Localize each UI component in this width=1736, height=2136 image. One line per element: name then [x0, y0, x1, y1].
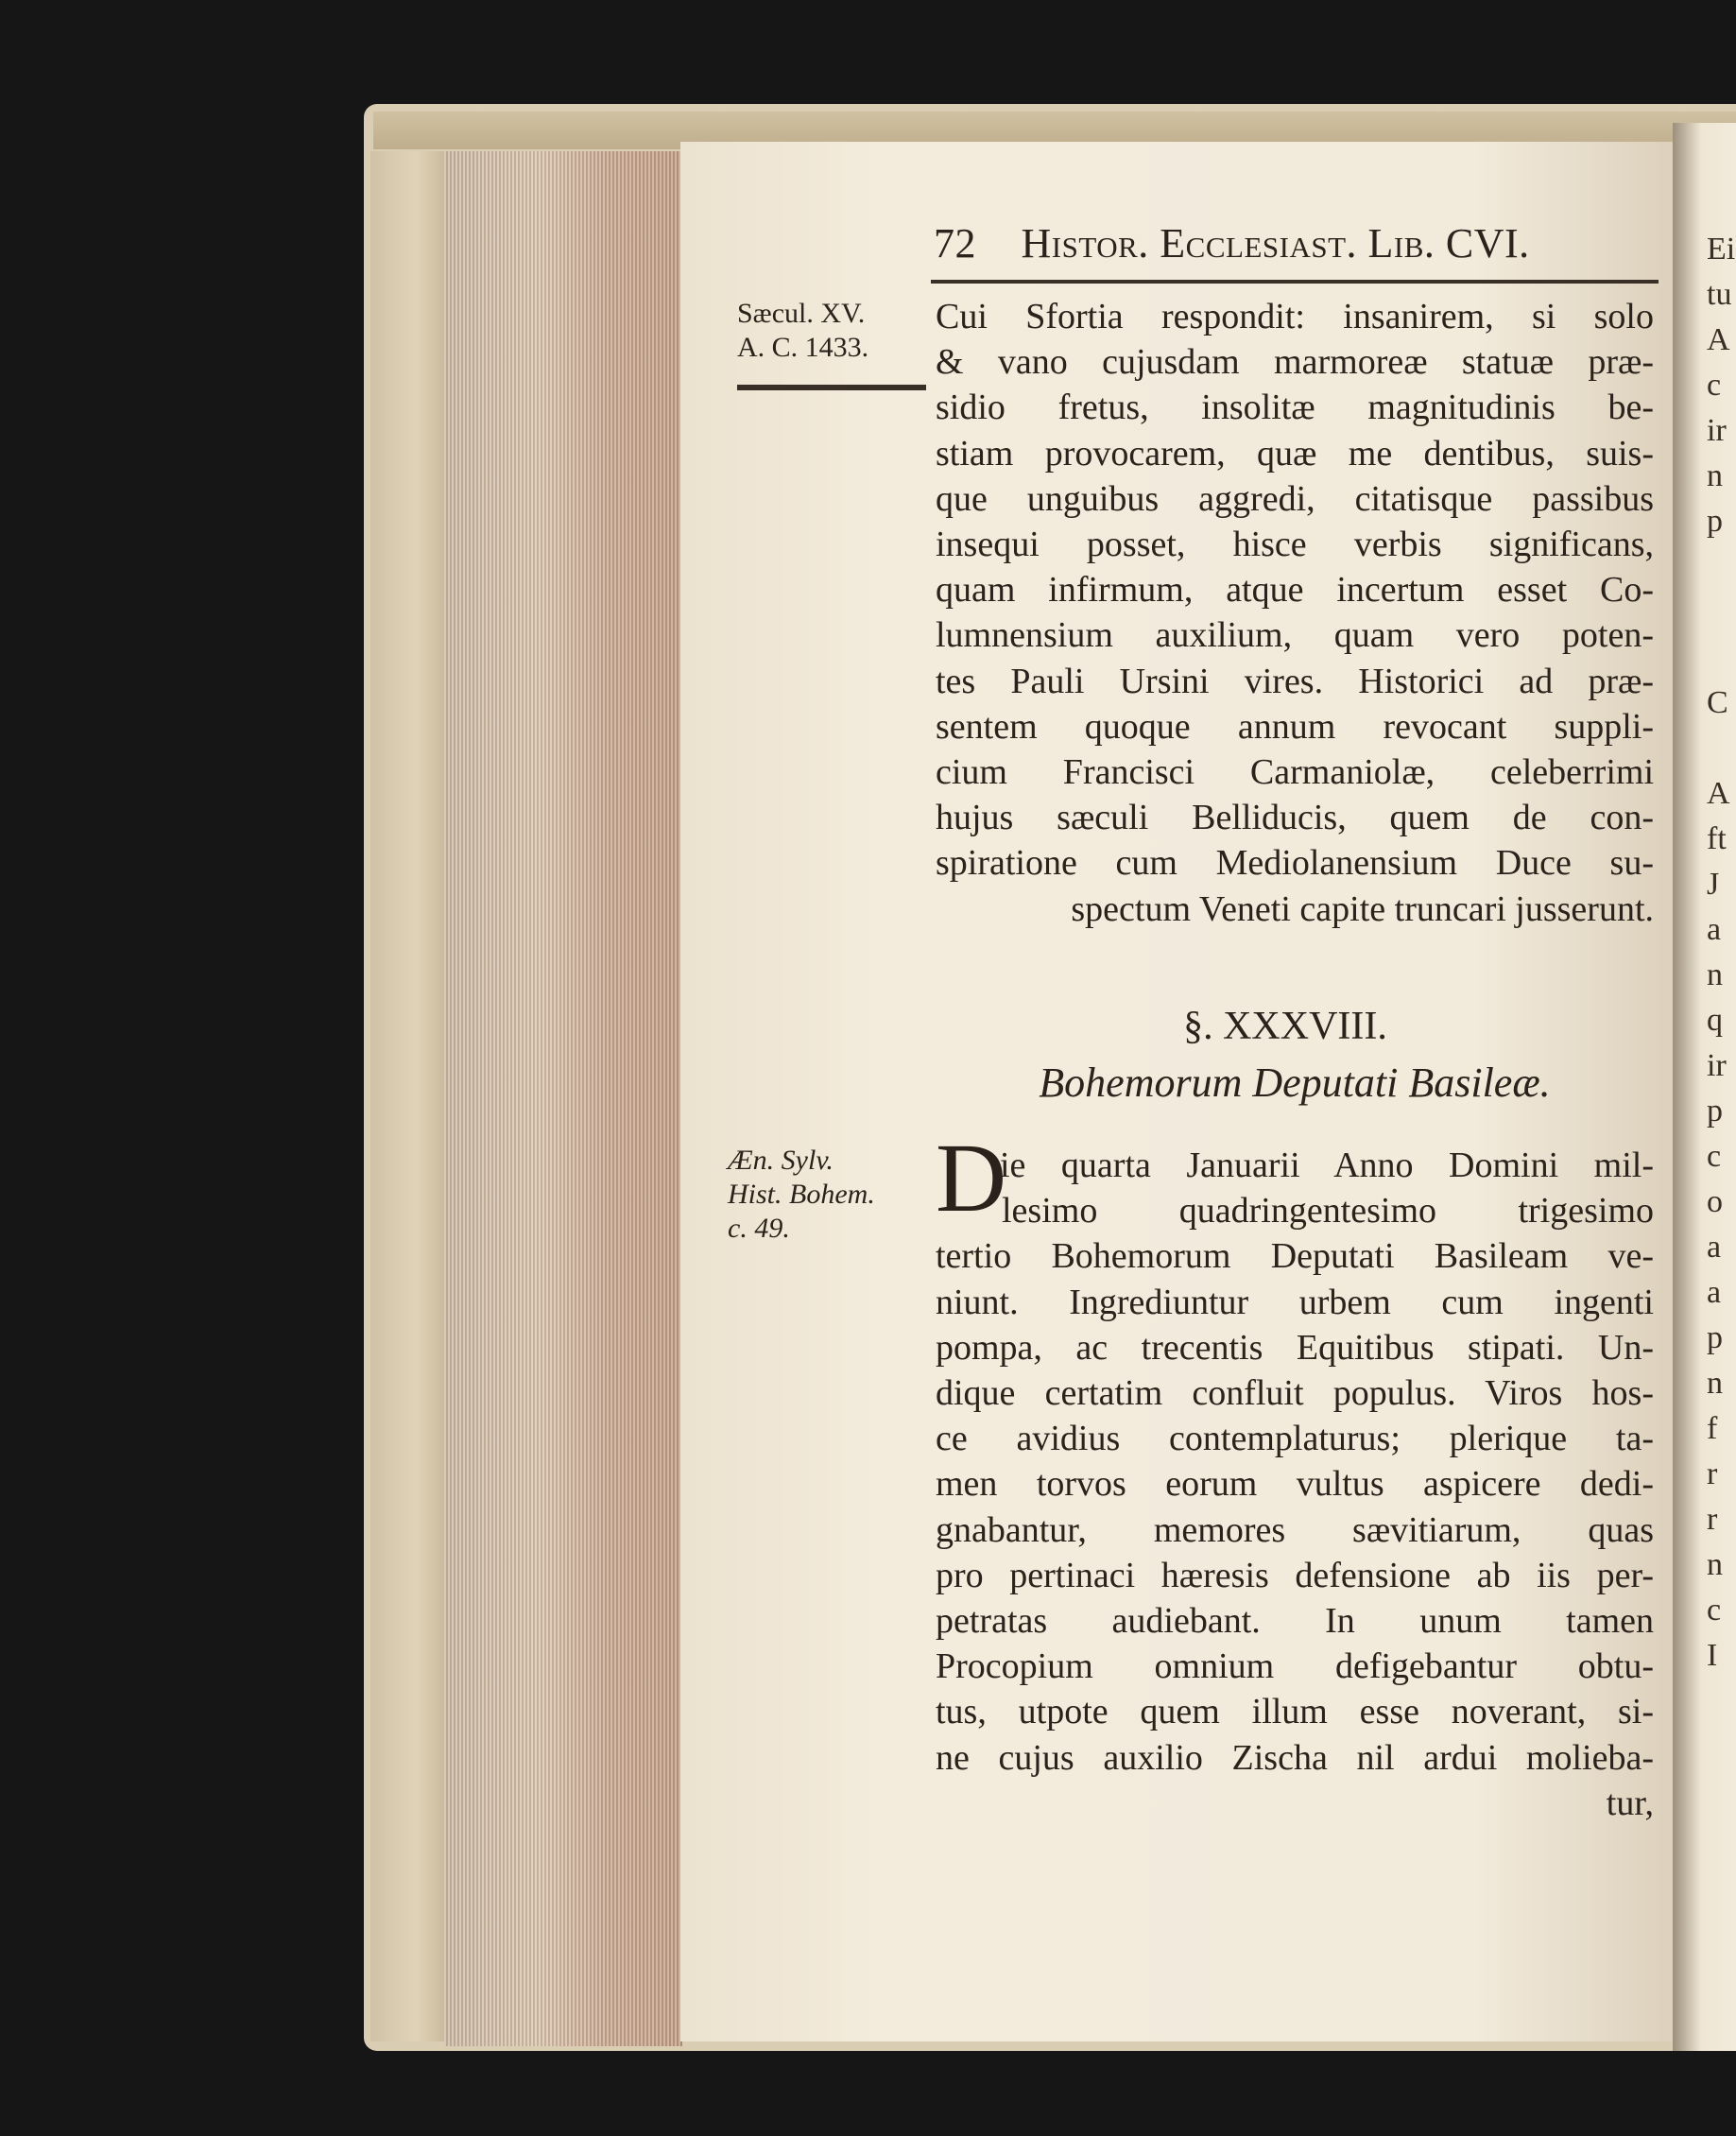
next-page-letter: p [1707, 1320, 1723, 1355]
next-page-letter: n [1707, 1547, 1723, 1582]
text-line: spectum Veneti capite truncari jusserunt. [1071, 888, 1654, 929]
drop-cap: D [936, 1124, 1007, 1232]
next-page-letter: n [1707, 957, 1723, 992]
next-page-letter: p [1707, 1094, 1723, 1128]
next-page-letter: tu [1707, 277, 1732, 312]
head-rule [931, 280, 1659, 284]
margin-note-line: A. C. 1433. [737, 332, 869, 363]
margin-note-line: Hist. Bohem. [728, 1179, 875, 1210]
next-page-letter: A [1707, 322, 1730, 357]
text-line: & vano cujusdam marmoreæ statuæ præ- [936, 342, 1654, 383]
text-line: hujus sæculi Belliducis, quem de con- [936, 798, 1654, 838]
next-page-letter: r [1707, 1502, 1718, 1537]
next-page-letter: A [1707, 776, 1730, 811]
text-line: stiam provocarem, quæ me dentibus, suis- [936, 433, 1654, 474]
text-line: tus, utpote quem illum esse noverant, si- [936, 1692, 1654, 1732]
next-page-letter: r [1707, 1456, 1718, 1491]
next-page-letter: a [1707, 1230, 1722, 1265]
next-page-letter: I [1707, 1638, 1718, 1673]
margin-note-line: c. 49. [728, 1213, 790, 1244]
next-page-letter: n [1707, 458, 1723, 493]
next-page-letter: J [1707, 867, 1720, 902]
text-line: ne cujus auxilio Zischa nil ardui molieba- [936, 1737, 1654, 1778]
running-head [934, 219, 1652, 268]
next-page-letter: ir [1707, 1048, 1727, 1083]
text-line: ie quarta Januarii Anno Domini mil- [1000, 1146, 1654, 1185]
margin-note-source [728, 1144, 926, 1246]
text-line: cium Francisci Carmaniolæ, celeberrimi [936, 752, 1654, 792]
text-line: quam infirmum, atque incertum esset Co- [936, 570, 1654, 611]
next-page-letter: c [1707, 368, 1722, 403]
text-line: sentem quoque annum revocant suppli- [936, 706, 1654, 747]
running-title: Histor. Ecclesiast. Lib. CVI. [1021, 220, 1530, 267]
section-title: Bohemorum Deputati Basileæ. [1039, 1059, 1551, 1106]
text-line: pompa, ac trecentis Equitibus stipati. Un- [936, 1327, 1654, 1368]
text-line: Procopium omnium defigebantur obtu- [936, 1646, 1654, 1687]
next-page-letter: q [1707, 1003, 1723, 1038]
text-line: lumnensium auxilium, quam vero poten- [936, 615, 1654, 656]
text-line: insequi posset, hisce verbis significans, [936, 525, 1654, 564]
text-line: gnabantur, memores sævitiarum, quas [936, 1509, 1654, 1550]
next-page-letter: Ei [1707, 232, 1736, 267]
text-line: sidio fretus, insolitæ magnitudinis be- [936, 388, 1654, 428]
text-line: petratas audiebant. In unum tamen [936, 1601, 1654, 1641]
text-line: spiratione cum Mediolanensium Duce su- [936, 843, 1654, 884]
next-page-letter: c [1707, 1139, 1722, 1174]
next-page-letter: a [1707, 912, 1722, 947]
section-number: §. XXXVIII. [1183, 1005, 1387, 1048]
text-line: niunt. Ingrediuntur urbem cum ingenti [936, 1282, 1654, 1322]
next-page-letter: n [1707, 1366, 1723, 1401]
next-page-letter: c [1707, 1593, 1722, 1628]
margin-note-century [737, 297, 926, 365]
margin-note-line: Æn. Sylv. [728, 1145, 834, 1176]
text-line: tertio Bohemorum Deputati Basileam ve- [936, 1236, 1654, 1277]
catchword: tur, [1606, 1783, 1654, 1823]
next-page-letter: ir [1707, 413, 1727, 448]
next-page-letter: f [1707, 1411, 1718, 1446]
page-number: 72 [934, 220, 976, 267]
next-page-letter: C [1707, 685, 1728, 720]
text-line: dique certatim confluit populus. Viros hos- [936, 1373, 1654, 1413]
text-line: pro pertinaci hæresis defensione ab iis per- [936, 1555, 1654, 1595]
text-line: lesimo quadringentesimo trigesimo [1002, 1191, 1654, 1232]
text-line: ce avidius contemplaturus; plerique ta- [936, 1419, 1654, 1459]
margin-note-line: Sæcul. XV. [737, 298, 866, 329]
next-page-letter: a [1707, 1275, 1722, 1310]
next-page-letter: ft [1707, 821, 1727, 856]
text-line: tes Pauli Ursini vires. Historici ad præ- [936, 661, 1654, 701]
margin-rule [737, 385, 926, 390]
next-page-letter: p [1707, 504, 1723, 539]
next-page-letter: o [1707, 1184, 1723, 1219]
text-line: que unguibus aggredi, citatisque passibus [936, 478, 1654, 519]
text-line: Cui Sfortia respondit: insanirem, si solo [936, 297, 1654, 336]
text-line: men torvos eorum vultus aspicere dedi- [936, 1464, 1654, 1505]
